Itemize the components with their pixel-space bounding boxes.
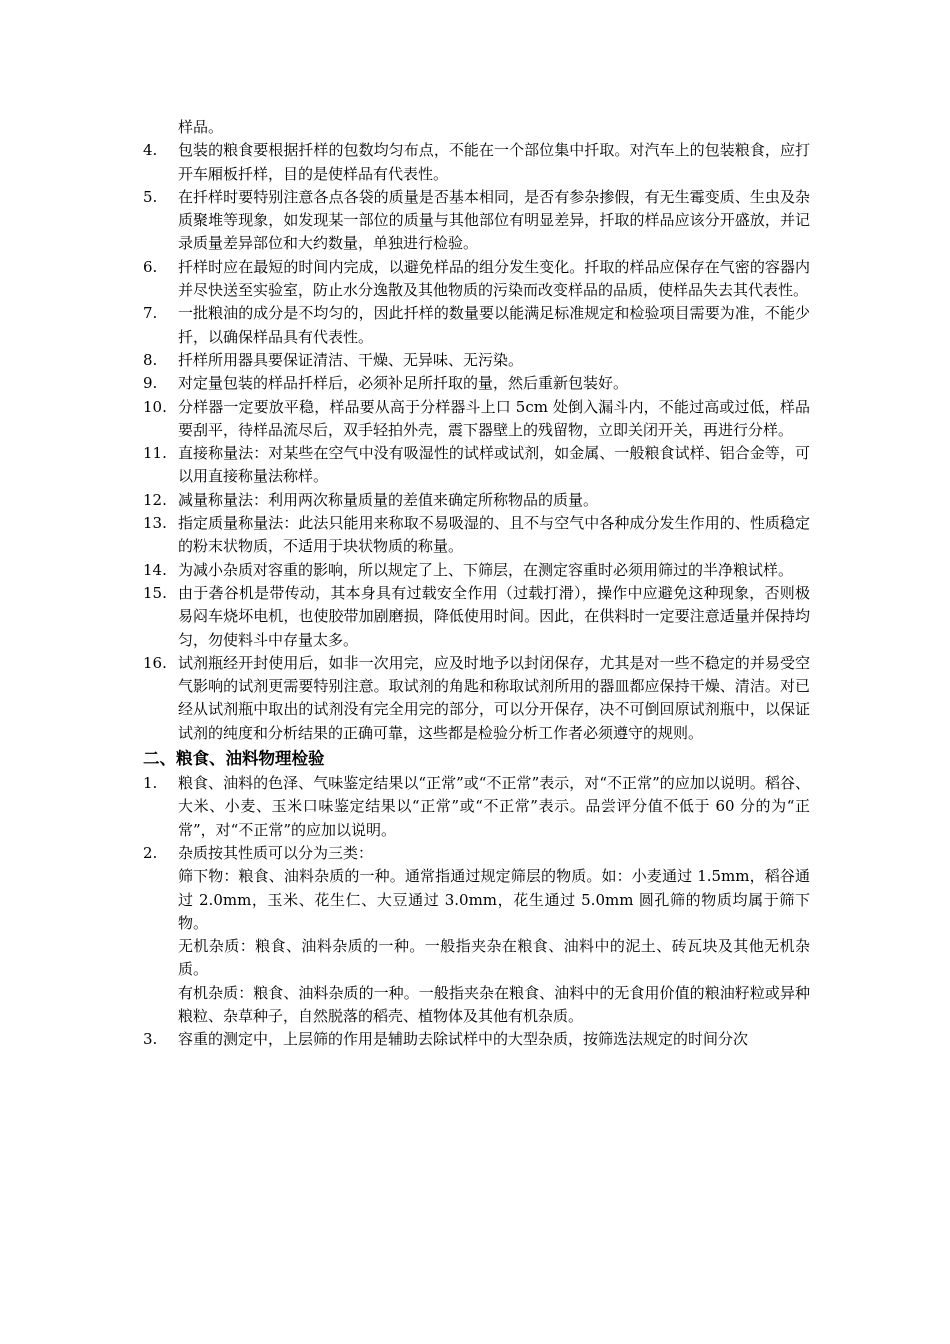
list-item [143,396,810,443]
item-text: 试剂瓶经开封使用后，如非一次用完，应及时地予以封闭保存，尤其是对一些不稳定的并易受空气影响的试剂更需要特别注意。取试剂的角匙和称取试剂所用的器皿都应保持干燥、清洁。对已经从试剂瓶中取出的试剂没有完全用完的部分，可以分开保存，决不可倒回原试剂瓶中，以保证试剂的纯度和分析结果的正确可靠，这些都是检验分析工作者必须遵守的规则。 [178,653,810,742]
section-heading: 二、粮食、油料物理检验 [143,749,325,769]
list-item [143,652,810,745]
list-item [143,349,810,372]
item-text: 由于砻谷机是带传动，其本身具有过载安全作用（过载打滑），操作中应避免这种现象，否则极易闷车烧坏电机，也使胶带加剧磨损，降低使用时间。因此，在供料时一定要注意适量并保持均匀，勿使料斗中存量太多。 [178,583,810,649]
list-item [143,442,810,489]
item-number: 5. [143,187,158,206]
continuation-text: 样品。 [178,118,224,136]
list-item [143,559,810,582]
item-number: 16. [143,653,167,672]
item-text: 对定量包装的样品扦样后，必须补足所扦取的量，然后重新包装好。 [178,374,629,393]
item-number: 13. [143,514,167,533]
item-list-section-2 [143,772,810,1052]
list-item [143,372,810,395]
item-text: 杂质按其性质可以分为三类： [178,843,374,862]
list-item [143,842,810,1028]
sub-paragraph: 有机杂质：粮食、油料杂质的一种。一般指夹杂在粮食、油料中的无食用价值的粮油籽粒或异种粮粒、杂草种子，自然脱落的稻壳、植物体及其他有机杂质。 [178,983,810,1025]
item-number: 7. [143,304,158,323]
item-number: 2. [143,843,158,862]
item-number: 12. [143,490,167,509]
sub-paragraph: 筛下物：粮食、油料杂质的一种。通常指通过规定筛层的物质。如：小麦通过 1.5mm，稻谷通过 2.0mm，玉米、花生仁、大豆通过 3.0mm，花生通过 5.0mm 圆孔筛的物质均属于筛下物。 [178,867,810,932]
list-item [143,186,810,256]
item-text: 分样器一定要放平稳，样品要从高于分样器斗上口 5cm 处倒入漏斗内，不能过高或过低，样品要刮平，待样品流尽后，双手轻拍外壳，震下器壁上的残留物，立即关闭开关，再进行分样。 [178,397,810,439]
item-number: 10. [143,397,167,416]
item-number: 15. [143,583,167,602]
item-text: 一批粮油的成分是不均匀的，因此扦样的数量要以能满足标准规定和检验项目需要为准，不能少扦，以确保样品具有代表性。 [178,304,810,346]
item-text: 扦样所用器具要保证清洁、干燥、无异味、无污染。 [178,350,524,369]
item-number: 8. [143,350,158,369]
item-number: 1. [143,774,158,793]
list-item [143,512,810,559]
item-list-section-1 [143,139,810,745]
list-item [143,302,810,349]
item-text: 指定质量称量法：此法只能用来称取不易吸湿的、且不与空气中各种成分发生作用的、性质稳定的粉末状物质，不适用于块状物质的称量。 [178,514,810,556]
list-item [143,772,810,842]
item-text: 扦样时应在最短的时间内完成，以避免样品的组分发生变化。扦取的样品应保存在气密的容器内并尽快送至实验室，防止水分逸散及其他物质的污染而改变样品的品质，使样品失去其代表性。 [178,257,810,300]
item-text: 包装的粮食要根据扦样的包数均匀布点，不能在一个部位集中扦取。对汽车上的包装粮食，应打开车厢板扦样，目的是使样品有代表性。 [178,141,810,183]
item-number: 6. [143,257,158,276]
item-number: 3. [143,1030,158,1049]
item-text: 容重的测定中，上层筛的作用是辅助去除试样中的大型杂质，按筛选法规定的时间分次 [178,1030,749,1049]
list-item [143,489,810,512]
item-text: 直接称量法：对某些在空气中没有吸湿性的试样或试剂，如金属、一般粮食试样、铝合金等，可以用直接称量法称样。 [178,444,810,486]
document-body [143,116,810,1052]
sub-paragraph: 无机杂质：粮食、油料杂质的一种。一般指夹杂在粮食、油料中的泥土、砖瓦块及其他无机杂质。 [178,937,810,979]
item-text: 粮食、油料的色泽、气味鉴定结果以“正常”或“不正常”表示，对“不正常”的应加以说明。稻谷、大米、小麦、玉米口味鉴定结果以“正常”或“不正常”表示。品尝评分值不低于 60 分的为“正常”，对“不正常”的应加以说明。 [178,774,810,839]
list-item [143,582,810,652]
list-item [143,1028,810,1051]
item-number: 14. [143,560,167,579]
item-number: 11. [143,444,167,463]
item-text: 在扦样时要特别注意各点各袋的质量是否基本相同，是否有参杂掺假，有无生霉变质、生虫及杂质聚堆等现象，如发现某一部位的质量与其他部位有明显差异，扦取的样品应该分开盛放，并记录质量差异部位和大约数量，单独进行检验。 [178,187,810,253]
list-item [143,256,810,303]
item-number: 9. [143,374,158,393]
list-item [143,139,810,186]
item-text: 为减小杂质对容重的影响，所以规定了上、下筛层，在测定容重时必须用筛过的半净粮试样。 [178,560,794,579]
item-number: 4. [143,141,158,160]
item-text: 减量称量法：利用两次称量质量的差值来确定所称物品的质量。 [178,490,599,509]
